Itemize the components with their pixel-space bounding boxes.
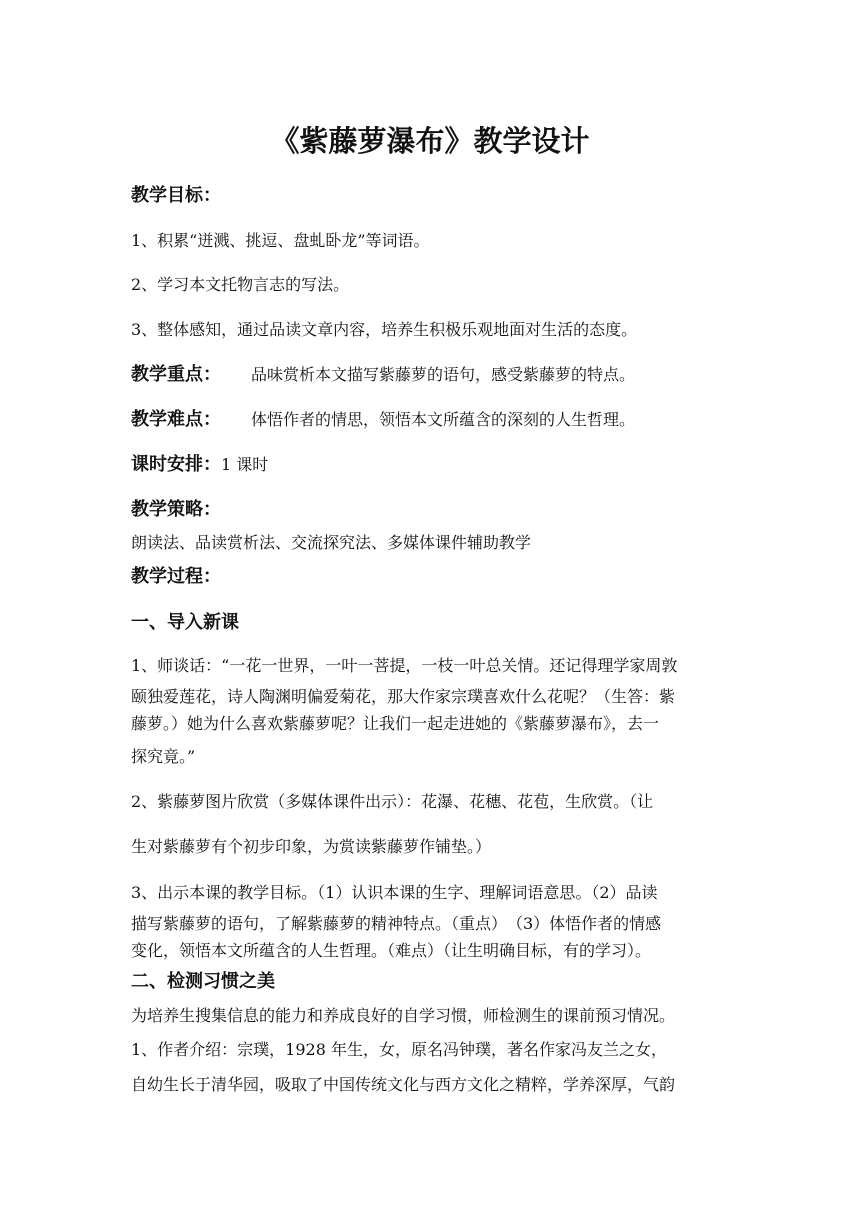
- section2-heading: 二、检测习惯之美: [131, 971, 275, 992]
- key-point-text: 品味赏析本文描写紫藤萝的语句，感受紫藤萝的特点。: [251, 365, 636, 384]
- schedule-line: [131, 454, 268, 476]
- difficulty-text: 体悟作者的情思，领悟本文所蕴含的深刻的人生哲理。: [251, 410, 636, 429]
- section1-p1-line1: 1、师谈话：“一花一世界，一叶一菩提，一枝一叶总关情。还记得理学家周敦: [131, 656, 678, 675]
- section1-heading: 一、导入新课: [131, 612, 239, 633]
- difficulty-label: 教学难点：: [131, 409, 221, 430]
- section1-p1-line4: 探究竟。”: [131, 747, 196, 766]
- difficulty-line: [131, 409, 635, 431]
- section1-p1-line3: 藤萝。）她为什么喜欢紫藤萝呢？让我们一起走进她的《紫藤萝瀑布》，去一: [131, 714, 660, 733]
- section2-intro: 为培养生搜集信息的能力和养成良好的自学习惯，师检测生的课前预习情况。: [131, 1006, 676, 1025]
- objective-item-2: 2、学习本文托物言志的写法。: [131, 275, 350, 294]
- key-point-line: [131, 364, 635, 386]
- objectives-heading: 教学目标：: [131, 185, 221, 206]
- strategy-text: 朗读法、品读赏析法、交流探究法、多媒体课件辅助教学: [131, 533, 532, 552]
- process-heading: 教学过程：: [131, 566, 221, 587]
- section2-p1-line2: 自幼生长于清华园，吸取了中国传统文化与西方文化之精粹，学养深厚，气韵: [131, 1075, 676, 1094]
- section1-p1-line2: 颐独爱莲花，诗人陶渊明偏爱菊花，那大作家宗璞喜欢什么花呢？（生答：紫: [131, 687, 676, 706]
- section1-p2-line1: 2、紫藤萝图片欣赏（多媒体课件出示）：花瀑、花穗、花苞，生欣赏。（让: [131, 792, 654, 811]
- section1-p3-line3: 变化，领悟本文所蕴含的人生哲理。（难点）（让生明确目标，有的学习）。: [131, 941, 652, 960]
- objective-item-1: 1、积累“迸溅、挑逗、盘虬卧龙”等词语。: [131, 231, 430, 250]
- section1-p2-line2: 生对紫藤萝有个初步印象，为赏读紫藤萝作铺垫。）: [131, 837, 492, 856]
- key-point-label: 教学重点：: [131, 364, 221, 385]
- strategy-heading: 教学策略：: [131, 499, 221, 520]
- schedule-label: 课时安排：: [131, 454, 221, 475]
- section2-p1-line1: 1、作者介绍：宗璞，1928 年生，女，原名冯钟璞，著名作家冯友兰之女，: [131, 1040, 667, 1059]
- section1-p3-line1: 3、出示本课的教学目标。（1）认识本课的生字、理解词语意思。（2）品读: [131, 883, 658, 902]
- schedule-text: 1 课时: [221, 455, 269, 474]
- objective-item-3: 3、整体感知，通过品读文章内容，培养生积极乐观地面对生活的态度。: [131, 320, 638, 339]
- section1-p3-line2: 描写紫藤萝的语句，了解紫藤萝的精神特点。（重点） （3）体悟作者的情感: [131, 914, 662, 933]
- page-title: 《紫藤萝瀑布》教学设计: [270, 124, 590, 158]
